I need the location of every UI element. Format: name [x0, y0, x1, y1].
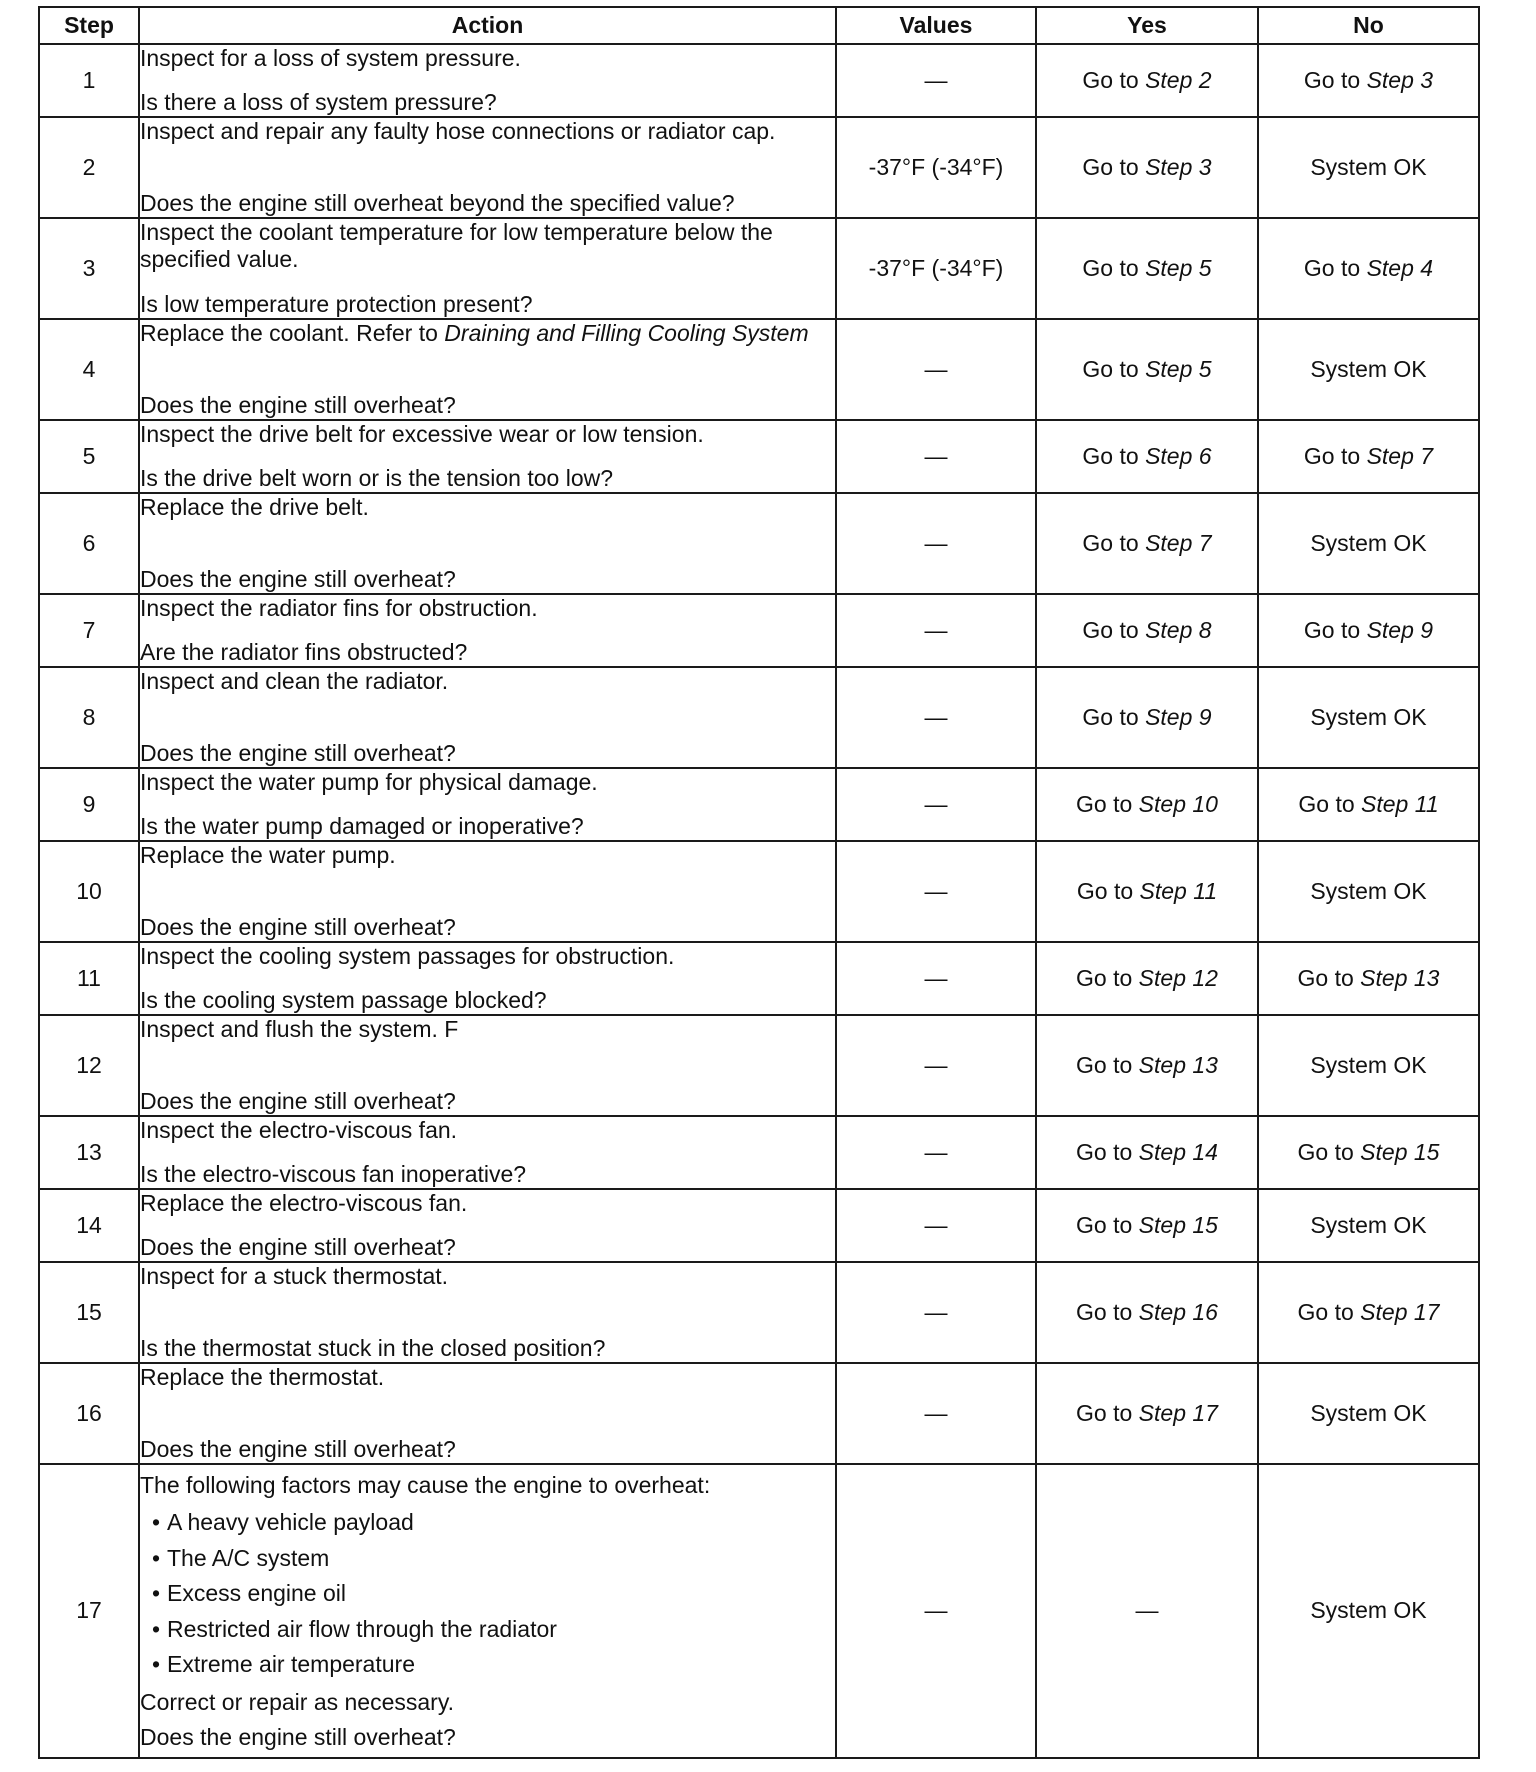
no-prefix: Go to	[1298, 791, 1362, 817]
yes-cell	[1036, 1363, 1258, 1464]
yes-prefix: Go to	[1076, 791, 1139, 817]
yes-prefix: Go to	[1076, 965, 1139, 991]
yes-step-link: Step 12	[1138, 965, 1218, 991]
no-cell	[1258, 942, 1479, 1015]
yes-cell	[1036, 667, 1258, 768]
no-cell	[1258, 1015, 1479, 1116]
step-number: 10	[39, 841, 139, 942]
no-cell	[1258, 1262, 1479, 1363]
step-number: 9	[39, 768, 139, 841]
no-prefix: Go to	[1303, 67, 1367, 93]
yes-cell	[1036, 594, 1258, 667]
header-values: Values	[836, 7, 1036, 44]
action-question: Is the drive belt worn or is the tension too low?	[140, 465, 614, 491]
no-step-link: Step 17	[1360, 1299, 1440, 1325]
table-row-7	[39, 594, 1479, 667]
list-item: • A heavy vehicle payload	[140, 1505, 835, 1541]
no-step-link: Step 4	[1366, 255, 1434, 281]
action-question: Does the engine still overheat beyond the specified value?	[140, 190, 735, 216]
yes-prefix: Go to	[1082, 617, 1146, 643]
step-number: 1	[39, 44, 139, 117]
value-cell: —	[836, 44, 1036, 117]
no-cell: System OK	[1258, 1464, 1479, 1758]
no-prefix: Go to	[1297, 1139, 1361, 1165]
yes-step-link: Step 14	[1138, 1139, 1218, 1165]
action-text: Inspect for a loss of system pressure.	[140, 45, 521, 71]
step-number: 13	[39, 1116, 139, 1189]
table-row-15	[39, 1262, 1479, 1363]
yes-step-link: Step 2	[1145, 67, 1212, 93]
value-cell: —	[836, 1116, 1036, 1189]
action-question: Does the engine still overheat?	[140, 566, 456, 592]
table-row-5	[39, 420, 1479, 493]
no-step-link: Step 11	[1361, 791, 1439, 817]
table-row-14	[39, 1189, 1479, 1262]
no-prefix: Go to	[1303, 443, 1367, 469]
action-cell	[139, 768, 836, 841]
action-text: Replace the electro-viscous fan.	[140, 1190, 468, 1216]
action-question: Does the engine still overheat?	[140, 914, 456, 940]
yes-cell	[1036, 420, 1258, 493]
action-cell	[139, 942, 836, 1015]
action-intro: The following factors may cause the engine to overheat:	[140, 1472, 711, 1498]
action-cell	[139, 493, 836, 594]
action-cell	[139, 667, 836, 768]
yes-cell	[1036, 1189, 1258, 1262]
action-question: Is the electro-viscous fan inoperative?	[140, 1161, 527, 1187]
action-reference: Draining and Filling Cooling System	[444, 320, 809, 346]
step-number: 11	[39, 942, 139, 1015]
action-question: Does the engine still overheat?	[140, 740, 456, 766]
table-row-2	[39, 117, 1479, 218]
no-step-link: Step 15	[1360, 1139, 1440, 1165]
yes-step-link: Step 5	[1145, 356, 1212, 382]
yes-cell	[1036, 942, 1258, 1015]
value-cell: -37°F (-34°F)	[836, 218, 1036, 319]
no-step-link: Step 13	[1360, 965, 1440, 991]
value-cell: —	[836, 1015, 1036, 1116]
yes-step-link: Step 8	[1145, 617, 1212, 643]
no-prefix: System OK	[1310, 878, 1427, 904]
value-cell: —	[836, 319, 1036, 420]
step-number: 17	[39, 1464, 139, 1758]
table-row-6	[39, 493, 1479, 594]
value-cell: —	[836, 841, 1036, 942]
list-item: • Restricted air flow through the radiator	[140, 1612, 835, 1648]
step-number: 15	[39, 1262, 139, 1363]
yes-step-link: Step 15	[1138, 1212, 1218, 1238]
yes-cell	[1036, 1015, 1258, 1116]
yes-prefix: Go to	[1076, 878, 1140, 904]
no-prefix: System OK	[1310, 1212, 1427, 1238]
table-row-11	[39, 942, 1479, 1015]
step-number: 6	[39, 493, 139, 594]
yes-step-link: Step 6	[1145, 443, 1212, 469]
yes-cell	[1036, 768, 1258, 841]
no-prefix: Go to	[1303, 617, 1367, 643]
no-cell	[1258, 44, 1479, 117]
yes-prefix: Go to	[1076, 1400, 1139, 1426]
step-number: 16	[39, 1363, 139, 1464]
yes-cell: —	[1036, 1464, 1258, 1758]
yes-prefix: Go to	[1082, 255, 1146, 281]
no-prefix: Go to	[1297, 965, 1361, 991]
no-cell	[1258, 1116, 1479, 1189]
yes-step-link: Step 5	[1145, 255, 1212, 281]
yes-prefix: Go to	[1082, 443, 1146, 469]
action-cell	[139, 218, 836, 319]
yes-step-link: Step 16	[1138, 1299, 1218, 1325]
header-yes: Yes	[1036, 7, 1258, 44]
table-row-8	[39, 667, 1479, 768]
no-cell	[1258, 594, 1479, 667]
no-prefix: System OK	[1310, 356, 1427, 382]
step-number: 2	[39, 117, 139, 218]
yes-cell	[1036, 44, 1258, 117]
table-row-16	[39, 1363, 1479, 1464]
action-question: Is the water pump damaged or inoperative?	[140, 813, 584, 839]
action-cell	[139, 117, 836, 218]
action-text: Inspect the cooling system passages for obstruction.	[140, 943, 675, 969]
yes-prefix: Go to	[1082, 704, 1146, 730]
action-question: Is low temperature protection present?	[140, 291, 533, 317]
yes-cell	[1036, 218, 1258, 319]
action-question: Does the engine still overheat?	[140, 392, 456, 418]
action-text: Inspect and repair any faulty hose connections or radiator cap.	[140, 118, 776, 144]
no-cell	[1258, 1189, 1479, 1262]
no-cell	[1258, 218, 1479, 319]
value-cell: —	[836, 420, 1036, 493]
yes-prefix: Go to	[1082, 356, 1146, 382]
action-question: Does the engine still overheat?	[140, 1436, 456, 1462]
no-cell	[1258, 117, 1479, 218]
no-cell	[1258, 841, 1479, 942]
header-row	[39, 7, 1479, 44]
yes-cell	[1036, 841, 1258, 942]
list-item: • Extreme air temperature	[140, 1647, 835, 1683]
action-text: Replace the coolant. Refer to	[140, 320, 445, 346]
no-cell	[1258, 1363, 1479, 1464]
step-number: 5	[39, 420, 139, 493]
step-number: 3	[39, 218, 139, 319]
table-row-9	[39, 768, 1479, 841]
no-cell	[1258, 493, 1479, 594]
yes-prefix: Go to	[1076, 1139, 1139, 1165]
factor-list	[140, 1505, 835, 1683]
yes-step-link: Step 7	[1145, 530, 1212, 556]
diagnostic-table	[38, 6, 1480, 1759]
no-step-link: Step 9	[1366, 617, 1434, 643]
action-question: Is there a loss of system pressure?	[140, 89, 497, 115]
no-cell	[1258, 667, 1479, 768]
header-no: No	[1258, 7, 1479, 44]
value-cell: —	[836, 942, 1036, 1015]
action-text: Inspect the radiator fins for obstruction.	[140, 595, 538, 621]
action-question: Is the cooling system passage blocked?	[140, 987, 547, 1013]
no-cell	[1258, 420, 1479, 493]
yes-step-link: Step 11	[1139, 878, 1218, 904]
yes-step-link: Step 3	[1145, 154, 1212, 180]
action-cell	[139, 319, 836, 420]
value-cell: —	[836, 594, 1036, 667]
action-text: Inspect the coolant temperature for low temperature below the specified value.	[140, 219, 773, 272]
yes-prefix: Go to	[1082, 67, 1146, 93]
action-cell	[139, 1189, 836, 1262]
yes-prefix: Go to	[1076, 1299, 1139, 1325]
no-step-link: Step 3	[1366, 67, 1434, 93]
value-cell: —	[836, 768, 1036, 841]
no-prefix: System OK	[1310, 1400, 1427, 1426]
no-cell	[1258, 319, 1479, 420]
action-text: Inspect the water pump for physical damage.	[140, 769, 598, 795]
step-number: 4	[39, 319, 139, 420]
action-question: Does the engine still overheat?	[140, 1723, 456, 1750]
value-cell: —	[836, 493, 1036, 594]
yes-cell	[1036, 117, 1258, 218]
yes-prefix: Go to	[1076, 1052, 1139, 1078]
value-cell: —	[836, 667, 1036, 768]
yes-cell	[1036, 493, 1258, 594]
action-cell	[139, 420, 836, 493]
action-question: Does the engine still overheat?	[140, 1088, 456, 1114]
action-text: Inspect for a stuck thermostat.	[140, 1263, 449, 1289]
yes-prefix: Go to	[1082, 154, 1146, 180]
action-text: Inspect and clean the radiator.	[140, 668, 449, 694]
yes-step-link: Step 17	[1138, 1400, 1218, 1426]
value-cell: —	[836, 1262, 1036, 1363]
action-cell	[139, 1116, 836, 1189]
step-number: 7	[39, 594, 139, 667]
value-cell: —	[836, 1363, 1036, 1464]
action-cell	[139, 841, 836, 942]
list-item: • Excess engine oil	[140, 1576, 835, 1612]
action-cell	[139, 44, 836, 117]
action-cell	[139, 1363, 836, 1464]
action-cell	[139, 1015, 836, 1116]
action-question: Is the thermostat stuck in the closed position?	[140, 1335, 606, 1361]
action-text: Inspect the electro-viscous fan.	[140, 1117, 458, 1143]
value-cell: —	[836, 1189, 1036, 1262]
table-row-10	[39, 841, 1479, 942]
table-row-17	[39, 1464, 1479, 1758]
no-prefix: Go to	[1297, 1299, 1361, 1325]
yes-cell	[1036, 1116, 1258, 1189]
action-cell	[139, 594, 836, 667]
table-row-12	[39, 1015, 1479, 1116]
action-question: Are the radiator fins obstructed?	[140, 639, 468, 665]
no-prefix: Go to	[1303, 255, 1367, 281]
yes-step-link: Step 13	[1138, 1052, 1218, 1078]
no-prefix: System OK	[1310, 154, 1427, 180]
table-row-4	[39, 319, 1479, 420]
header-step: Step	[39, 7, 139, 44]
no-prefix: System OK	[1310, 530, 1427, 556]
action-cell	[139, 1464, 836, 1758]
table-row-3	[39, 218, 1479, 319]
no-step-link: Step 7	[1366, 443, 1434, 469]
action-correct: Correct or repair as necessary.	[140, 1688, 455, 1715]
action-text: Replace the drive belt.	[140, 494, 369, 520]
step-number: 14	[39, 1189, 139, 1262]
yes-prefix: Go to	[1082, 530, 1146, 556]
value-cell: -37°F (-34°F)	[836, 117, 1036, 218]
action-text: Inspect the drive belt for excessive wear or low tension.	[140, 421, 704, 447]
yes-step-link: Step 10	[1138, 791, 1218, 817]
yes-prefix: Go to	[1076, 1212, 1139, 1238]
table-row-1	[39, 44, 1479, 117]
step-number: 12	[39, 1015, 139, 1116]
no-prefix: System OK	[1310, 1052, 1427, 1078]
action-text: Replace the water pump.	[140, 842, 396, 868]
no-prefix: System OK	[1310, 704, 1427, 730]
action-question: Does the engine still overheat?	[140, 1234, 456, 1260]
yes-step-link: Step 9	[1145, 704, 1212, 730]
action-cell	[139, 1262, 836, 1363]
yes-cell	[1036, 319, 1258, 420]
step-number: 8	[39, 667, 139, 768]
list-item: • The A/C system	[140, 1541, 835, 1577]
header-action: Action	[139, 7, 836, 44]
table-row-13	[39, 1116, 1479, 1189]
yes-cell	[1036, 1262, 1258, 1363]
no-cell	[1258, 768, 1479, 841]
action-text: Replace the thermostat.	[140, 1364, 385, 1390]
value-cell: —	[836, 1464, 1036, 1758]
action-text: Inspect and flush the system. F	[140, 1016, 459, 1042]
